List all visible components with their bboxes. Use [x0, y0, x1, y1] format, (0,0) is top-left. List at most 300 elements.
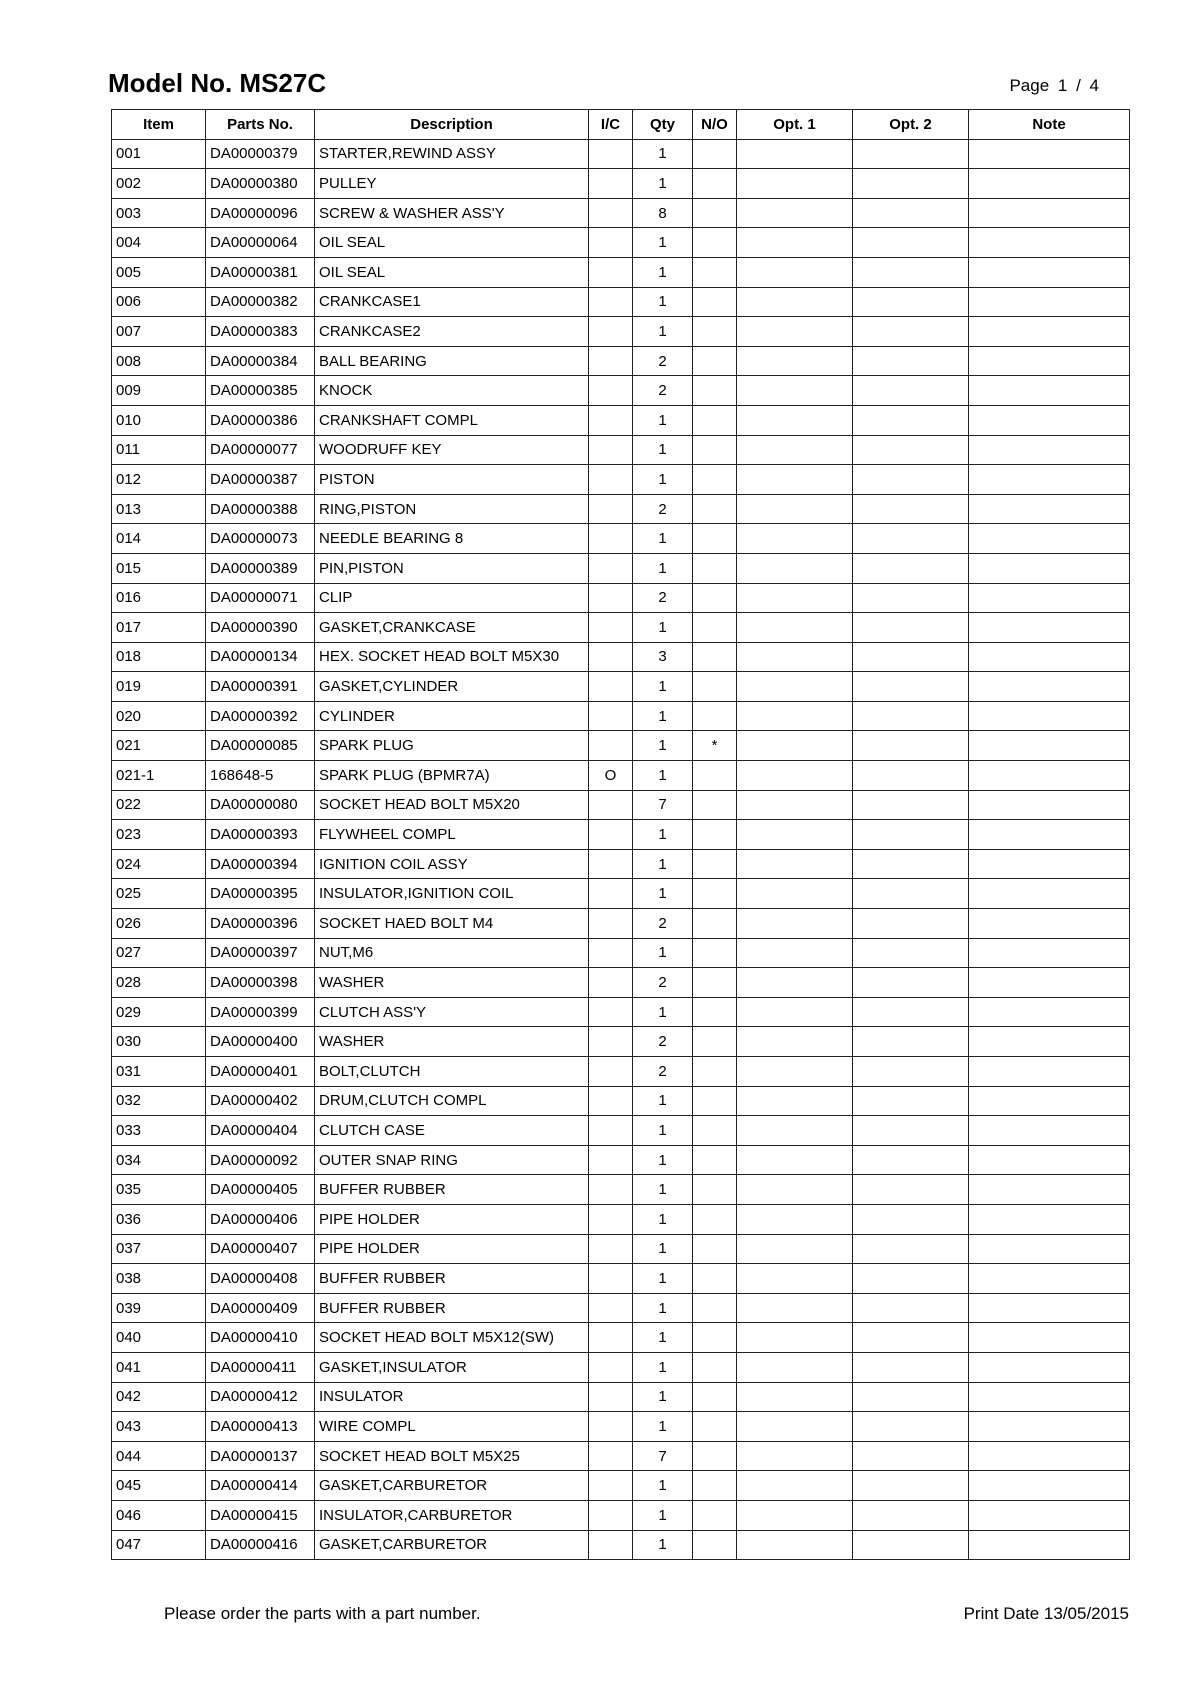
cell-qty: 1 [633, 672, 693, 702]
cell-no [693, 849, 737, 879]
cell-ic [589, 1382, 633, 1412]
cell-description: BALL BEARING [315, 346, 589, 376]
cell-qty: 1 [633, 1086, 693, 1116]
table-row [112, 317, 1130, 347]
table-row [112, 701, 1130, 731]
cell-description: KNOCK [315, 376, 589, 406]
table-row [112, 1175, 1130, 1205]
cell-no [693, 1264, 737, 1294]
cell-no [693, 228, 737, 258]
cell-qty: 3 [633, 642, 693, 672]
table-row [112, 1382, 1130, 1412]
cell-opt1 [737, 909, 853, 939]
cell-item: 014 [112, 524, 206, 554]
cell-item: 044 [112, 1441, 206, 1471]
cell-ic [589, 1441, 633, 1471]
page-value: 1 / 4 [1057, 76, 1099, 95]
cell-note [969, 1086, 1130, 1116]
cell-parts-no: DA00000414 [206, 1471, 315, 1501]
cell-note [969, 583, 1130, 613]
cell-qty: 1 [633, 1471, 693, 1501]
table-row [112, 1293, 1130, 1323]
cell-parts-no: DA00000073 [206, 524, 315, 554]
cell-qty: 1 [633, 1500, 693, 1530]
cell-parts-no: DA00000395 [206, 879, 315, 909]
cell-qty: 2 [633, 376, 693, 406]
cell-description: NUT,M6 [315, 938, 589, 968]
table-header-row [112, 110, 1130, 140]
table-row [112, 997, 1130, 1027]
cell-ic [589, 494, 633, 524]
cell-note [969, 228, 1130, 258]
cell-description: CLIP [315, 583, 589, 613]
cell-no [693, 465, 737, 495]
cell-description: CRANKCASE1 [315, 287, 589, 317]
cell-no [693, 198, 737, 228]
cell-opt1 [737, 1027, 853, 1057]
cell-item: 009 [112, 376, 206, 406]
cell-item: 004 [112, 228, 206, 258]
cell-no [693, 257, 737, 287]
cell-opt1 [737, 198, 853, 228]
cell-note [969, 1323, 1130, 1353]
cell-opt1 [737, 997, 853, 1027]
cell-opt1 [737, 583, 853, 613]
table-row [112, 849, 1130, 879]
cell-ic [589, 997, 633, 1027]
cell-opt2 [853, 1234, 969, 1264]
cell-opt2 [853, 1116, 969, 1146]
cell-note [969, 820, 1130, 850]
cell-note [969, 465, 1130, 495]
cell-item: 025 [112, 879, 206, 909]
cell-no [693, 494, 737, 524]
cell-item: 011 [112, 435, 206, 465]
cell-note [969, 405, 1130, 435]
cell-no [693, 761, 737, 791]
cell-item: 007 [112, 317, 206, 347]
cell-item: 021-1 [112, 761, 206, 791]
table-row [112, 435, 1130, 465]
cell-parts-no: DA00000385 [206, 376, 315, 406]
cell-ic [589, 405, 633, 435]
cell-qty: 1 [633, 1175, 693, 1205]
cell-opt1 [737, 139, 853, 169]
cell-qty: 1 [633, 1382, 693, 1412]
table-row [112, 1352, 1130, 1382]
table-row [112, 1471, 1130, 1501]
cell-no [693, 1471, 737, 1501]
cell-opt1 [737, 1204, 853, 1234]
table-row [112, 494, 1130, 524]
cell-parts-no: DA00000134 [206, 642, 315, 672]
table-row [112, 820, 1130, 850]
order-note: Please order the parts with a part number. [164, 1604, 481, 1623]
cell-item: 042 [112, 1382, 206, 1412]
cell-opt1 [737, 376, 853, 406]
cell-ic [589, 790, 633, 820]
cell-item: 034 [112, 1145, 206, 1175]
cell-item: 019 [112, 672, 206, 702]
table-row [112, 257, 1130, 287]
cell-item: 017 [112, 613, 206, 643]
cell-opt1 [737, 169, 853, 199]
cell-opt1 [737, 1441, 853, 1471]
cell-note [969, 198, 1130, 228]
cell-item: 016 [112, 583, 206, 613]
cell-item: 002 [112, 169, 206, 199]
cell-qty: 1 [633, 1530, 693, 1560]
cell-note [969, 849, 1130, 879]
cell-opt2 [853, 613, 969, 643]
cell-parts-no: DA00000092 [206, 1145, 315, 1175]
cell-no [693, 997, 737, 1027]
cell-description: BOLT,CLUTCH [315, 1057, 589, 1087]
cell-parts-no: DA00000379 [206, 139, 315, 169]
cell-opt1 [737, 257, 853, 287]
cell-opt2 [853, 198, 969, 228]
cell-parts-no: DA00000085 [206, 731, 315, 761]
cell-no [693, 346, 737, 376]
cell-opt1 [737, 1352, 853, 1382]
cell-opt2 [853, 849, 969, 879]
table-row [112, 169, 1130, 199]
cell-opt1 [737, 346, 853, 376]
cell-ic [589, 1530, 633, 1560]
cell-opt2 [853, 583, 969, 613]
table-row [112, 1323, 1130, 1353]
cell-description: PIPE HOLDER [315, 1234, 589, 1264]
page-title: Model No. MS27C [108, 68, 327, 98]
cell-opt2 [853, 1264, 969, 1294]
table-row [112, 642, 1130, 672]
cell-opt2 [853, 820, 969, 850]
table-row [112, 672, 1130, 702]
cell-description: INSULATOR,IGNITION COIL [315, 879, 589, 909]
cell-description: DRUM,CLUTCH COMPL [315, 1086, 589, 1116]
table-row [112, 1116, 1130, 1146]
cell-ic [589, 228, 633, 258]
cell-opt1 [737, 1323, 853, 1353]
cell-opt1 [737, 879, 853, 909]
cell-parts-no: DA00000413 [206, 1412, 315, 1442]
col-header-no: N/O [693, 110, 737, 140]
cell-parts-no: DA00000390 [206, 613, 315, 643]
cell-parts-no: DA00000398 [206, 968, 315, 998]
cell-opt2 [853, 701, 969, 731]
cell-ic [589, 1027, 633, 1057]
cell-parts-no: DA00000397 [206, 938, 315, 968]
cell-qty: 2 [633, 968, 693, 998]
cell-qty: 1 [633, 139, 693, 169]
cell-opt2 [853, 1412, 969, 1442]
cell-no [693, 1057, 737, 1087]
print-date: Print Date 13/05/2015 [963, 1604, 1129, 1623]
cell-item: 030 [112, 1027, 206, 1057]
cell-no [693, 169, 737, 199]
cell-parts-no: DA00000410 [206, 1323, 315, 1353]
cell-qty: 2 [633, 1057, 693, 1087]
cell-parts-no: DA00000391 [206, 672, 315, 702]
table-row [112, 1057, 1130, 1087]
cell-no [693, 1352, 737, 1382]
cell-ic [589, 968, 633, 998]
cell-description: CLUTCH CASE [315, 1116, 589, 1146]
cell-item: 040 [112, 1323, 206, 1353]
cell-qty: 1 [633, 524, 693, 554]
cell-opt1 [737, 1412, 853, 1442]
cell-note [969, 879, 1130, 909]
cell-opt2 [853, 642, 969, 672]
cell-no [693, 613, 737, 643]
cell-item: 027 [112, 938, 206, 968]
cell-item: 031 [112, 1057, 206, 1087]
cell-item: 015 [112, 553, 206, 583]
cell-parts-no: DA00000137 [206, 1441, 315, 1471]
cell-description: GASKET,CYLINDER [315, 672, 589, 702]
cell-description: INSULATOR,CARBURETOR [315, 1500, 589, 1530]
cell-qty: 1 [633, 1293, 693, 1323]
page-label: Page [1009, 76, 1050, 95]
cell-item: 039 [112, 1293, 206, 1323]
cell-opt1 [737, 761, 853, 791]
cell-parts-no: DA00000404 [206, 1116, 315, 1146]
cell-description: SOCKET HEAD BOLT M5X20 [315, 790, 589, 820]
cell-opt2 [853, 968, 969, 998]
cell-no [693, 790, 737, 820]
cell-parts-no: DA00000077 [206, 435, 315, 465]
col-header-opt1: Opt. 1 [737, 110, 853, 140]
cell-parts-no: DA00000401 [206, 1057, 315, 1087]
cell-ic [589, 909, 633, 939]
cell-description: WASHER [315, 1027, 589, 1057]
cell-qty: 1 [633, 938, 693, 968]
cell-note [969, 642, 1130, 672]
cell-item: 003 [112, 198, 206, 228]
cell-item: 036 [112, 1204, 206, 1234]
table-row [112, 1204, 1130, 1234]
cell-no [693, 672, 737, 702]
cell-opt1 [737, 672, 853, 702]
cell-qty: 1 [633, 1204, 693, 1234]
cell-parts-no: DA00000415 [206, 1500, 315, 1530]
cell-ic [589, 1323, 633, 1353]
cell-opt1 [737, 849, 853, 879]
cell-note [969, 672, 1130, 702]
cell-description: GASKET,CARBURETOR [315, 1471, 589, 1501]
cell-opt1 [737, 1382, 853, 1412]
cell-ic [589, 169, 633, 199]
cell-qty: 2 [633, 494, 693, 524]
cell-item: 046 [112, 1500, 206, 1530]
cell-opt2 [853, 494, 969, 524]
cell-description: SPARK PLUG (BPMR7A) [315, 761, 589, 791]
cell-ic [589, 1471, 633, 1501]
cell-description: FLYWHEEL COMPL [315, 820, 589, 850]
cell-note [969, 1412, 1130, 1442]
cell-opt2 [853, 257, 969, 287]
cell-description: GASKET,CRANKCASE [315, 613, 589, 643]
cell-opt1 [737, 1530, 853, 1560]
cell-ic [589, 1500, 633, 1530]
cell-no [693, 1116, 737, 1146]
cell-no [693, 317, 737, 347]
table-row [112, 1264, 1130, 1294]
cell-description: INSULATOR [315, 1382, 589, 1412]
cell-description: BUFFER RUBBER [315, 1264, 589, 1294]
cell-opt1 [737, 1116, 853, 1146]
cell-opt1 [737, 1175, 853, 1205]
cell-qty: 1 [633, 701, 693, 731]
cell-note [969, 139, 1130, 169]
table-row [112, 465, 1130, 495]
cell-description: BUFFER RUBBER [315, 1175, 589, 1205]
cell-parts-no: DA00000080 [206, 790, 315, 820]
cell-description: OUTER SNAP RING [315, 1145, 589, 1175]
cell-note [969, 257, 1130, 287]
table-row [112, 405, 1130, 435]
cell-qty: 1 [633, 465, 693, 495]
cell-note [969, 1057, 1130, 1087]
cell-ic [589, 583, 633, 613]
table-row [112, 1530, 1130, 1560]
table-row [112, 1500, 1130, 1530]
cell-opt2 [853, 1086, 969, 1116]
cell-parts-no: DA00000406 [206, 1204, 315, 1234]
cell-opt2 [853, 553, 969, 583]
cell-no [693, 583, 737, 613]
cell-description: SPARK PLUG [315, 731, 589, 761]
cell-ic [589, 346, 633, 376]
cell-ic [589, 938, 633, 968]
cell-opt1 [737, 731, 853, 761]
cell-no [693, 405, 737, 435]
cell-item: 018 [112, 642, 206, 672]
cell-description: CRANKCASE2 [315, 317, 589, 347]
cell-ic [589, 317, 633, 347]
cell-qty: 2 [633, 909, 693, 939]
cell-ic [589, 879, 633, 909]
page-indicator [1009, 76, 1099, 96]
cell-note [969, 346, 1130, 376]
cell-no [693, 701, 737, 731]
cell-parts-no: DA00000394 [206, 849, 315, 879]
cell-opt2 [853, 139, 969, 169]
cell-opt1 [737, 1086, 853, 1116]
cell-note [969, 938, 1130, 968]
cell-ic [589, 1086, 633, 1116]
cell-parts-no: DA00000411 [206, 1352, 315, 1382]
cell-note [969, 997, 1130, 1027]
cell-note [969, 524, 1130, 554]
cell-ic [589, 1412, 633, 1442]
cell-description: PISTON [315, 465, 589, 495]
cell-description: BUFFER RUBBER [315, 1293, 589, 1323]
cell-note [969, 761, 1130, 791]
cell-parts-no: DA00000392 [206, 701, 315, 731]
cell-no [693, 1145, 737, 1175]
cell-no [693, 553, 737, 583]
cell-description: WOODRUFF KEY [315, 435, 589, 465]
cell-opt2 [853, 317, 969, 347]
cell-note [969, 287, 1130, 317]
cell-opt2 [853, 1027, 969, 1057]
cell-item: 037 [112, 1234, 206, 1264]
table-row [112, 1145, 1130, 1175]
table-row [112, 553, 1130, 583]
cell-note [969, 435, 1130, 465]
cell-ic [589, 672, 633, 702]
cell-no [693, 1412, 737, 1442]
cell-opt2 [853, 1500, 969, 1530]
cell-qty: 1 [633, 287, 693, 317]
cell-description: SOCKET HEAD BOLT M5X25 [315, 1441, 589, 1471]
cell-no [693, 1500, 737, 1530]
col-header-description: Description [315, 110, 589, 140]
table-row [112, 346, 1130, 376]
cell-no [693, 1234, 737, 1264]
cell-note [969, 1264, 1130, 1294]
cell-note [969, 1175, 1130, 1205]
table-row [112, 968, 1130, 998]
table-row [112, 583, 1130, 613]
cell-item: 028 [112, 968, 206, 998]
cell-description: SOCKET HEAD BOLT M5X12(SW) [315, 1323, 589, 1353]
table-row [112, 613, 1130, 643]
col-header-note: Note [969, 110, 1130, 140]
cell-item: 021 [112, 731, 206, 761]
cell-description: SCREW & WASHER ASS'Y [315, 198, 589, 228]
cell-opt1 [737, 1234, 853, 1264]
cell-description: CRANKSHAFT COMPL [315, 405, 589, 435]
cell-parts-no: DA00000393 [206, 820, 315, 850]
cell-note [969, 1204, 1130, 1234]
cell-qty: 2 [633, 1027, 693, 1057]
cell-description: OIL SEAL [315, 257, 589, 287]
cell-opt1 [737, 317, 853, 347]
cell-opt2 [853, 405, 969, 435]
cell-qty: 1 [633, 1145, 693, 1175]
cell-ic [589, 465, 633, 495]
cell-parts-no: DA00000382 [206, 287, 315, 317]
cell-item: 006 [112, 287, 206, 317]
cell-opt2 [853, 790, 969, 820]
cell-description: CYLINDER [315, 701, 589, 731]
cell-opt1 [737, 820, 853, 850]
table-row [112, 1027, 1130, 1057]
cell-qty: 1 [633, 1234, 693, 1264]
cell-parts-no: DA00000388 [206, 494, 315, 524]
cell-note [969, 1500, 1130, 1530]
cell-note [969, 1234, 1130, 1264]
cell-opt1 [737, 1264, 853, 1294]
cell-qty: 1 [633, 820, 693, 850]
cell-ic [589, 1264, 633, 1294]
table-row [112, 938, 1130, 968]
cell-qty: 1 [633, 435, 693, 465]
cell-description: HEX. SOCKET HEAD BOLT M5X30 [315, 642, 589, 672]
cell-opt1 [737, 701, 853, 731]
cell-opt2 [853, 909, 969, 939]
cell-parts-no: DA00000071 [206, 583, 315, 613]
cell-item: 023 [112, 820, 206, 850]
cell-opt2 [853, 1145, 969, 1175]
cell-ic [589, 820, 633, 850]
cell-item: 041 [112, 1352, 206, 1382]
parts-table-body [112, 139, 1130, 1560]
cell-parts-no: DA00000064 [206, 228, 315, 258]
cell-parts-no: DA00000381 [206, 257, 315, 287]
